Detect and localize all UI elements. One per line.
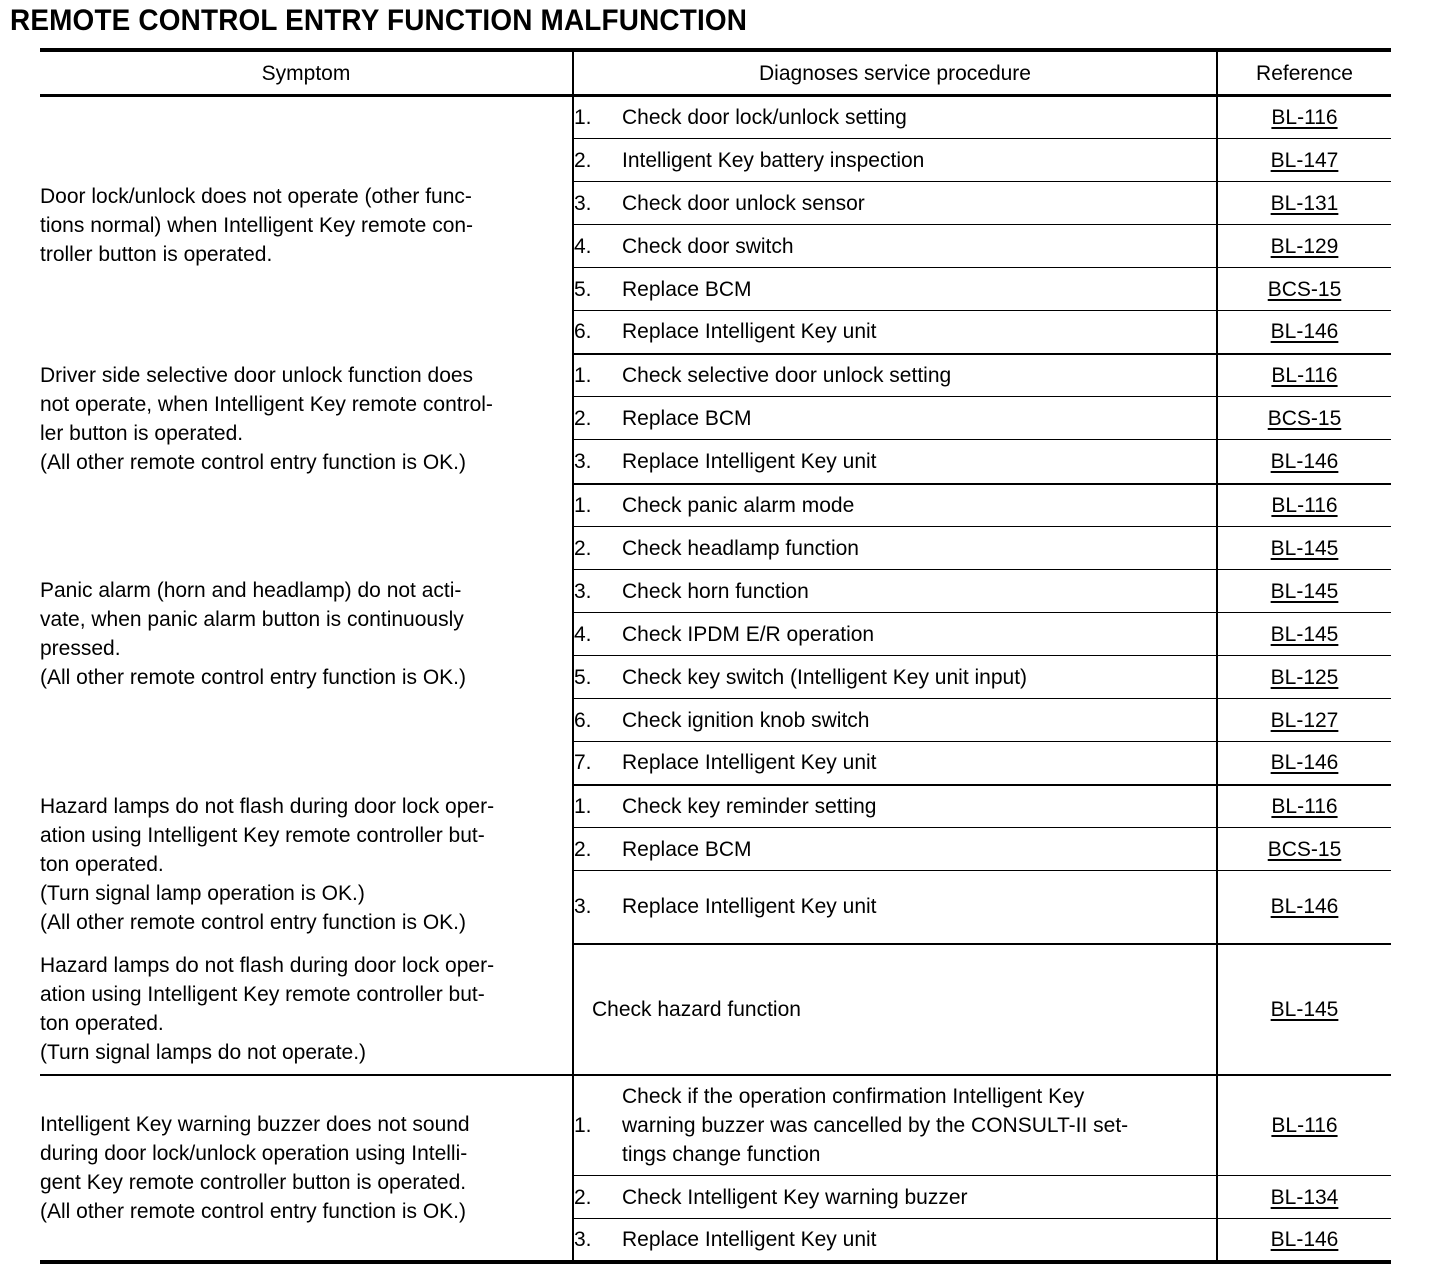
symptom-line: (All other remote control entry function is OK.)	[40, 1199, 466, 1223]
step-number: 2.	[574, 1185, 592, 1209]
symptom-cell	[40, 484, 573, 785]
reference-link[interactable]: BL-147	[1270, 148, 1339, 172]
symptom-line: gent Key remote controller button is operated.	[40, 1170, 467, 1194]
reference-link[interactable]: BL-146	[1270, 449, 1339, 473]
reference-cell	[1217, 828, 1391, 871]
step-text: Replace Intelligent Key unit	[622, 1227, 877, 1251]
reference-link[interactable]: BL-146	[1270, 751, 1339, 775]
step-text: Check door switch	[622, 234, 794, 258]
reference-cell	[1217, 699, 1391, 742]
reference-link[interactable]: BL-134	[1270, 1185, 1339, 1209]
reference-link[interactable]: BL-116	[1271, 1113, 1338, 1137]
step-text: Check key switch (Intelligent Key unit input)	[622, 665, 1028, 689]
symptom-line: (All other remote control entry function is OK.)	[40, 666, 466, 689]
step-text: Replace Intelligent Key unit	[622, 895, 877, 919]
step-number: 3.	[574, 579, 592, 603]
step-number: 7.	[574, 751, 592, 775]
symptom-cell	[40, 785, 573, 944]
procedure-cell	[573, 944, 1217, 1075]
reference-link[interactable]: BL-116	[1271, 794, 1338, 818]
symptom-line: pressed.	[40, 637, 121, 660]
reference-link[interactable]: BL-131	[1270, 191, 1339, 215]
step-number: 3.	[574, 191, 592, 215]
symptom-cell	[40, 944, 573, 1075]
table-row	[40, 484, 1391, 527]
procedure-cell	[573, 1075, 1217, 1176]
page-title: REMOTE CONTROL ENTRY FUNCTION MALFUNCTION	[10, 4, 748, 37]
table-row	[40, 354, 1391, 397]
procedure-cell	[573, 268, 1217, 311]
reference-link[interactable]: BL-146	[1270, 320, 1339, 344]
procedure-cell	[573, 440, 1217, 484]
step-number: 6.	[574, 708, 592, 732]
symptom-group	[40, 484, 1391, 785]
step-text-line: tings change function	[622, 1142, 821, 1166]
symptom-line: ler button is operated.	[40, 421, 244, 445]
symptom-cell	[40, 1075, 573, 1262]
reference-link[interactable]: BL-146	[1270, 895, 1339, 919]
step-text	[622, 1082, 1128, 1169]
reference-link[interactable]: BL-116	[1271, 106, 1338, 129]
symptom-line: vate, when panic alarm button is continuously	[40, 608, 464, 631]
reference-cell	[1217, 570, 1391, 613]
reference-cell	[1217, 1176, 1391, 1219]
table-header-row	[40, 50, 1391, 96]
reference-cell	[1217, 527, 1391, 570]
step-number: 3.	[574, 449, 592, 473]
symptom-line: Driver side selective door unlock function does	[40, 363, 474, 387]
reference-cell	[1217, 613, 1391, 656]
symptom-line: ton operated.	[40, 1011, 164, 1035]
reference-cell	[1217, 656, 1391, 699]
symptom-line: troller button is operated.	[40, 242, 273, 266]
symptom-line: Intelligent Key warning buzzer does not sound	[40, 1112, 470, 1136]
step-text: Replace BCM	[622, 277, 752, 301]
symptom-line: (Turn signal lamps do not operate.)	[40, 1040, 367, 1064]
step-text: Check IPDM E/R operation	[622, 622, 875, 646]
reference-cell	[1217, 944, 1391, 1075]
step-number: 1.	[574, 363, 592, 387]
symptom-group	[40, 785, 1391, 944]
step-text: Replace BCM	[622, 837, 752, 861]
procedure-cell	[573, 484, 1217, 527]
step-text: Replace Intelligent Key unit	[622, 449, 877, 473]
table-row	[40, 944, 1391, 1075]
symptom-cell	[40, 96, 573, 354]
step-text-line: Check if the operation confirmation Intelligent Key	[622, 1084, 1085, 1108]
symptom-line: ation using Intelligent Key remote controller but-	[40, 823, 485, 847]
procedure-cell	[573, 311, 1217, 354]
symptom-line: during door lock/unlock operation using Intelli-	[40, 1141, 468, 1165]
symptom-line: Hazard lamps do not flash during door lock oper-	[40, 794, 495, 818]
step-number: 6.	[574, 320, 592, 344]
symptom-group	[40, 944, 1391, 1075]
reference-cell	[1217, 871, 1391, 944]
procedure-cell	[573, 527, 1217, 570]
step-number: 2.	[574, 837, 592, 861]
step-text: Check selective door unlock setting	[622, 363, 952, 387]
reference-cell	[1217, 742, 1391, 785]
symptom-group	[40, 354, 1391, 484]
step-text: Check headlamp function	[622, 536, 859, 560]
symptom-line: ton operated.	[40, 852, 164, 876]
step-text: Check panic alarm mode	[622, 493, 855, 517]
header-procedure: Diagnoses service procedure	[573, 50, 1217, 96]
procedure-cell	[573, 1219, 1217, 1262]
step-text: Check key reminder setting	[622, 794, 877, 818]
procedure-cell	[573, 742, 1217, 785]
procedure-cell	[573, 96, 1217, 139]
step-number: 4.	[574, 234, 592, 258]
procedure-cell	[573, 1176, 1217, 1219]
procedure-cell	[573, 828, 1217, 871]
symptom-line: ation using Intelligent Key remote controller but-	[40, 982, 485, 1006]
header-symptom: Symptom	[40, 50, 573, 96]
reference-link[interactable]: BCS-15	[1267, 406, 1342, 430]
step-text: Check hazard function	[592, 997, 801, 1021]
reference-link[interactable]: BL-145	[1270, 536, 1339, 560]
reference-cell	[1217, 96, 1391, 139]
reference-link[interactable]: BL-125	[1270, 665, 1339, 689]
reference-link[interactable]: BL-129	[1270, 234, 1339, 258]
reference-cell	[1217, 397, 1391, 440]
step-number: 5.	[574, 665, 592, 689]
step-text: Check door lock/unlock setting	[622, 106, 907, 129]
reference-cell	[1217, 785, 1391, 828]
reference-cell	[1217, 484, 1391, 527]
reference-cell	[1217, 139, 1391, 182]
step-number: 3.	[574, 895, 592, 919]
procedure-cell	[573, 397, 1217, 440]
procedure-cell	[573, 354, 1217, 397]
step-number: 1.	[574, 493, 592, 517]
symptom-cell	[40, 354, 573, 484]
reference-link[interactable]: BL-146	[1270, 1227, 1339, 1251]
step-text: Replace Intelligent Key unit	[622, 751, 877, 775]
procedure-cell	[573, 699, 1217, 742]
symptom-line: (All other remote control entry function is OK.)	[40, 450, 466, 474]
symptom-line: not operate, when Intelligent Key remote control-	[40, 392, 493, 416]
step-text: Check Intelligent Key warning buzzer	[622, 1185, 968, 1209]
step-number: 5.	[574, 277, 592, 301]
procedure-cell	[573, 656, 1217, 699]
procedure-cell	[573, 785, 1217, 828]
symptom-line: Hazard lamps do not flash during door lock oper-	[40, 953, 495, 977]
procedure-cell	[573, 570, 1217, 613]
step-text: Intelligent Key battery inspection	[622, 148, 925, 172]
step-text: Check horn function	[622, 579, 809, 603]
table-row	[40, 96, 1391, 139]
reference-cell	[1217, 440, 1391, 484]
procedure-cell	[573, 182, 1217, 225]
step-number: 1.	[574, 1113, 592, 1137]
table-row	[40, 785, 1391, 828]
reference-cell	[1217, 225, 1391, 268]
procedure-cell	[573, 139, 1217, 182]
step-number: 1.	[574, 106, 592, 129]
step-number: 4.	[574, 622, 592, 646]
header-reference: Reference	[1217, 50, 1391, 96]
step-text: Check ignition knob switch	[622, 708, 870, 732]
symptom-group	[40, 1075, 1391, 1262]
reference-link[interactable]: BL-127	[1270, 708, 1339, 732]
reference-cell	[1217, 1075, 1391, 1176]
symptom-line: Panic alarm (horn and headlamp) do not acti-	[40, 579, 462, 602]
reference-cell	[1217, 311, 1391, 354]
reference-link[interactable]: BCS-15	[1267, 277, 1342, 301]
reference-cell	[1217, 354, 1391, 397]
reference-link[interactable]: BL-145	[1270, 579, 1339, 603]
symptom-line: (All other remote control entry function is OK.)	[40, 910, 466, 934]
table-row	[40, 1075, 1391, 1176]
symptom-line: Door lock/unlock does not operate (other func-	[40, 184, 472, 208]
step-number: 2.	[574, 148, 592, 172]
symptom-line: tions normal) when Intelligent Key remote con-	[40, 213, 474, 237]
procedure-cell	[573, 225, 1217, 268]
procedure-cell	[573, 871, 1217, 944]
reference-cell	[1217, 268, 1391, 311]
symptom-line: (Turn signal lamp operation is OK.)	[40, 881, 365, 905]
reference-cell	[1217, 1219, 1391, 1262]
step-number: 3.	[574, 1227, 592, 1251]
symptom-group	[40, 96, 1391, 354]
reference-link[interactable]: BL-116	[1271, 493, 1338, 517]
procedure-cell	[573, 613, 1217, 656]
step-text-line: warning buzzer was cancelled by the CONSULT-II set-	[622, 1113, 1129, 1137]
reference-link[interactable]: BL-116	[1271, 363, 1338, 387]
step-number: 2.	[574, 536, 592, 560]
step-number: 2.	[574, 406, 592, 430]
step-text: Replace Intelligent Key unit	[622, 320, 877, 344]
diagnosis-table	[40, 48, 1391, 1264]
step-text: Replace BCM	[622, 406, 752, 430]
reference-link[interactable]: BCS-15	[1267, 837, 1342, 861]
reference-link[interactable]: BL-145	[1270, 997, 1339, 1021]
reference-cell	[1217, 182, 1391, 225]
step-number: 1.	[574, 794, 592, 818]
reference-link[interactable]: BL-145	[1270, 622, 1339, 646]
step-text: Check door unlock sensor	[622, 191, 865, 215]
